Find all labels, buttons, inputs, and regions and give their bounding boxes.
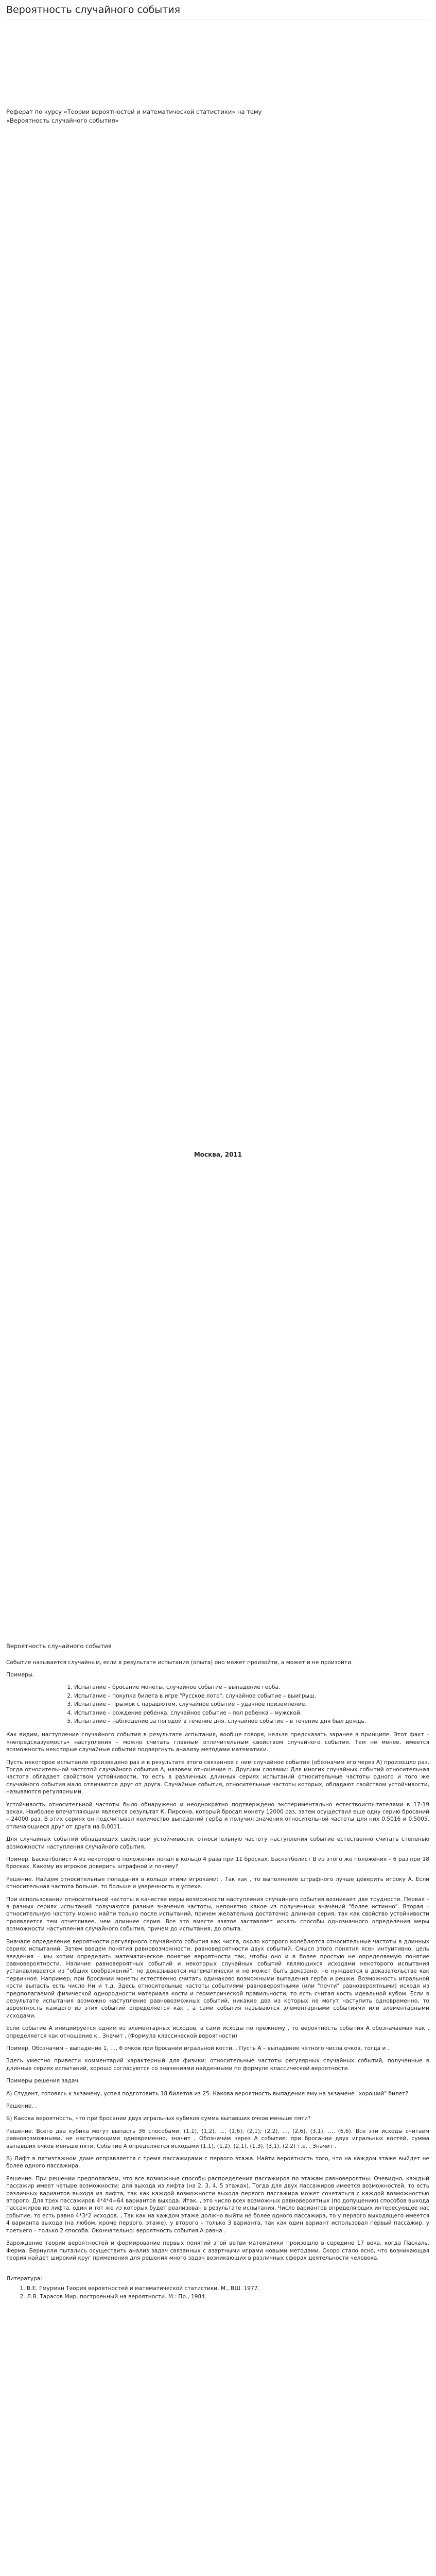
abstract-text: Реферат по курсу «Теории вероятностей и математической статистики» на тему «Вероятность случайного события» xyxy=(6,108,262,125)
body-paragraph: Решение. . xyxy=(6,2103,37,2109)
blank-space xyxy=(6,1158,430,1642)
literature-item: 2. Л.В. Тарасов Мир, построенный на вероятности. М.: Пр., 1984. xyxy=(27,2293,430,2300)
list-item: 1. Испытание – бросание монеты, случайное событие – выпадение герба. xyxy=(74,1684,429,1691)
body-paragraph: Для случайных событий обладающих свойством устойчивости, относительную частоту наступления событие естественно считать степенью возможности наступления случайного события. xyxy=(6,1836,429,1850)
body-paragraph: Примеры решения задач. xyxy=(6,2078,80,2084)
body-paragraph: Решение. При решении предполагаем, что все возможные способы распределения пассажиров по этажам равновероятны. Очевидно, каждый пассажир имеет четыре возможности: для выхода из лифта (на 2, 3, 4, 5 этажах). Тогда для двух пассажиров имеется возможностей, то есть различных вариантов выхода из лифта, так как каждой возможности выхода первого пассажира может сочетаться с каждой возможностью второго. Для трех пассажиров 4*4*4=64 вариантов выхода. Итак, , это число всех возможных равновероятных (по допущению) способов выхода пассажиров из лифта, один и тот же из которых будет реализован в результате испытания. Число вариантов определяющих интересующее нас событие, то есть равно 4*3*2 исходов. , Так как на каждом этаже должно выйти не более одного пассажира, то у первого выходящего имеется 4 варианта выхода (на любом, кроме первого, этаже), у второго – только 3 варианта, так как один вариант использовал первый пассажир, у третьего – только 2 способа. Окончательно: вероятность события А равна . xyxy=(6,2175,429,2234)
examples-list xyxy=(6,1684,429,1725)
list-item: 3. Испытание – прыжок с парашютом, случайное событие – удачное приземление. xyxy=(74,1701,429,1708)
body-paragraph: Как видим, наступление случайного события в результате испытания, вообще говоря, нельзя предсказать заранее в принципе. Этот факт – «непредсказуемость» наступления – можно считать главным отличительным свойством случайного события. Тем не менее, имеется возможность некоторые случайные события подвергнуть анализу методами математики. xyxy=(6,1732,429,1753)
body-paragraph: Если событие А инициируется одним из элементарных исходов, а сами исходы по прежнему , то вероятность события А обозначаемая как , определяется как отношение к . Значит , (Формула классической вероятности) xyxy=(6,2025,429,2039)
body-paragraph: Решение. Найдем относительные попадания в кольцо этими игроками: . Так как , то выполнение штрафного лучше доверить игроку А. Если относительная частота больше, то больше и уверенность в успехе. xyxy=(6,1876,429,1890)
body-paragraph: Б) Какова вероятность, что при бросании двух игральных кубиков сумма выпавших очков меньше пяти? xyxy=(6,2115,311,2122)
body-paragraph: При использовании относительной частоты в качестве меры возможности наступления случайного события возникает две трудности. Первая – в разных сериях испытаний получаются разные значения частоты, непонятно какое из полученных значений "более истинно". Вторая – относительную частоту можно найти только после испытаний, причем желательна достаточно длинная серия, так как свойство устойчивости проявляется тем отчетливее, чем длиннее серия. Все это вместе взятое заставляет искать способы однозначного определения меры возможности наступления случайного события, причем до испытания, до опыта. xyxy=(6,1896,429,1933)
intro-paragraph: Событие называется случайным, если в результате испытания (опыта) оно может произойти, а может и не произойти. xyxy=(6,1659,353,1666)
literature-label: Литература: xyxy=(6,2276,42,2282)
body-paragraph: Вначале определение вероятности регулярного случайного события как числа, около которого колеблются относительные частоты в длинных сериях испытаний. Затем введем понятия равновозможности, равновероятности двух событий. Смысл этого понятия ясен интуитивно, цель введения – мы хотим определить математическое понятие вероятности так, чтобы оно и в более простую не определяемую понятие равновероятности. Наличие равновероятных событий и некоторых случайных событий являющихся исходами некоторого испытания устанавливается из "общих соображений", не доказывается математически и не может быть доказано, не нуждается в доказательстве как первичное. Например, при бросании монеты естественно считать одинаково возможными выпадения герба и решки. Возможность игральной кости выпасть есть число Ни и т.д. Здесь относительные частоты событиями равновероятными (или "почти" равновероятными) исходя из предполагаемой физической однородности материала кости и геометрической правильности, то есть считая кость идеальной кубом. Если в результате испытания возможно наступление равновозможных событий, никакие два из которых не могут наступить одновременно, то вероятность каждого из этих событий определяется как , а сами события называются элементарными событиями или элементарными исходами. xyxy=(6,1938,429,2019)
body-paragraph: Решение. Всего два кубика могут выпасть 36 способами: (1,1), (1,2), …, (1,6); (2,1); (2,2), …, (2,6), (3,1), …, (6,6). Все эти исходы считаем равновозможными, не наступающими одновременно, значит , Обозначим через А событие: при бросании двух игральных костей, сумма выпавших очков меньше пяти. Событие А определяется исходами (1,1), (1,2), (2,1), (1,3), (3,1), (2,2) т.е. . Значит . xyxy=(6,2128,429,2149)
literature-list xyxy=(6,2285,430,2301)
list-item: 4. Испытание – рождение ребенка, случайное событие – пол ребенка – мужской. xyxy=(74,1709,429,1717)
examples-label: Примеры. xyxy=(6,1671,34,1678)
literature-item: 1. В.Е. Гмурман Теория вероятностей и математической статистики. М., ВШ. 1977. xyxy=(27,2285,430,2292)
section-title: Вероятность случайного события xyxy=(6,1642,112,1650)
body-paragraph: В) Лифт в пятиэтажном доме отправляется с тремя пассажирами с первого этажа. Найти вероятность того, что на каждом этаже выйдет не более одного пассажира. xyxy=(6,2156,429,2170)
body-paragraph: Устойчивость относительной частоты было обнаружено и неоднократно подтверждено экспериментально естествоиспытателями в 17-19 веках. Наиболее впечатляющим является результат К. Пирсона, который бросал монету 12000 раз, затем осуществил еще одну серию бросаний – 24000 раз. В этих сериях он подсчитывал количество выпадений герба и получил значения относительной частоты для них 0,5016 и 0,5005, отличающиеся друг от друга на 0,0011. xyxy=(6,1801,429,1830)
body-paragraph: Пусть некоторое испытание произведено раз и в результате этого связанное с ним случайное событие (обозначим его через А) произошло раз. Тогда относительной частотой случайного события А, назовем отношение n. Другими словами: Для многих случайных событий относительная частота обладает свойством устойчивости, то есть в различных длинных сериях испытаний относительные частоты одного и того же случайного события мало отличаются друг от друга. Случайные события, относительные частоты которых, обладают свойством устойчивости, называются регулярными. xyxy=(6,1759,429,1795)
blank-space xyxy=(6,126,430,1151)
body-paragraph: Здесь уместно привести комментарий характерный для физики: относительные частоты регулярных случайных событий, полученные в длинных сериях испытаний, хорошо согласуются со значениями найденными по формуле классической вероятности. xyxy=(6,2058,429,2072)
city-year: Москва, 2011 xyxy=(194,1150,242,1158)
list-item: 2. Испытание – покупка билета в игре "Русское лото", случайное событие – выигрыш. xyxy=(74,1692,429,1700)
content-body xyxy=(6,1659,429,2262)
document-title: Вероятность случайного события xyxy=(6,4,430,20)
body-paragraph: Пример. Обозначим – выпадение 1, …, 6 очков при бросании игральной кости, . Пусть А – выпадение четного числа очков, тогда и . xyxy=(6,2045,390,2052)
literature-section xyxy=(6,2275,430,2300)
body-paragraph: Пример. Баскетболист А из некоторого положения попал в кольцо 4 раза при 11 бросках. Баскетболист В из этого же положения – 6 раз при 18 бросках. Какому из игроков доверить штрафной и почему? xyxy=(6,1856,429,1870)
body-paragraph: А) Студент, готовясь к экзамену, успел подготовить 18 билетов из 25. Какова вероятность выпадения ему на экзамене "хороший" билет? xyxy=(6,2090,409,2097)
body-paragraph: Зарождение теории вероятностей и формирование первых понятий этой ветви математики произошло в середине 17 века, когда Паскаль, Ферма, Бернулли пытались осуществить анализ задач связанных с азартными играми новыми методами. Скоро стало ясно, что возникающая теория найдет широкий круг применения для решения много задач возникающих в различных сферах деятельности человека. xyxy=(6,2240,429,2261)
list-item: 5. Испытание – наблюдение за погодой в течение дня, случайное событие – в течение дня был дождь. xyxy=(74,1718,429,1725)
